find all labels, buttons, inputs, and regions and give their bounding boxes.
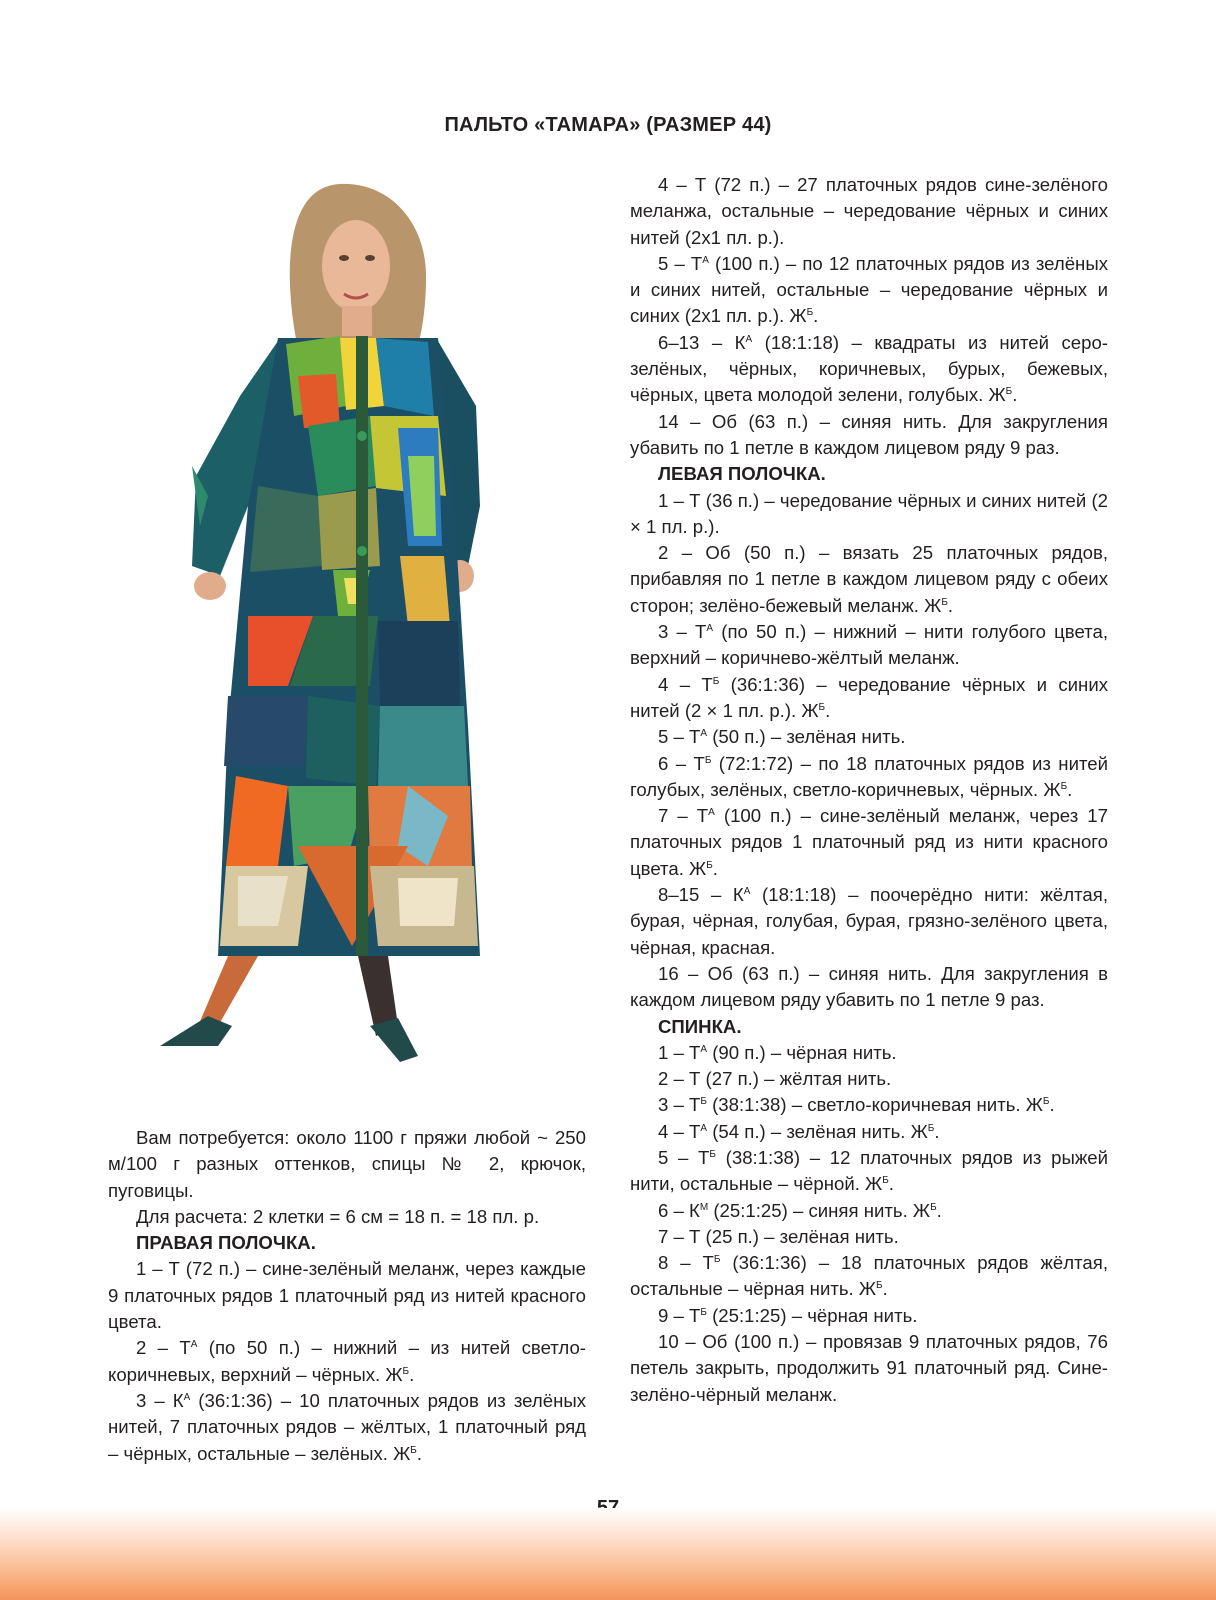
instruction-paragraph: $7 - Т^А$ (100 п.) – сине-зелёный меланж, через 17 платочных рядов 1 платочный ряд из нити красного цвета. $Ж^Б$.: [630, 805, 1108, 879]
instruction-paragraph: $5 - Т^А$ (50 п.) – зелёная нить.: [658, 726, 906, 748]
instruction-paragraph: $8 - Т^Б$ (36:1:36) – 18 платочных рядов жёлтая, остальные – чёрная нить. $Ж^Б$.: [630, 1252, 1108, 1300]
instruction-paragraph: $9 - Т^Б$ (25:1:25) – чёрная нить.: [658, 1304, 918, 1326]
instruction-paragraph: 16 – Об (63 п.) – синяя нить. Для закругления в каждом лицевом ряду убавить по 1 петле 9 раз.: [630, 962, 1108, 1011]
instruction-paragraph: Вам потребуется: около 1100 г пряжи любой ~ 250 м/100 г разных оттенков, спицы № 2, крючок, пуговицы.: [108, 1127, 586, 1201]
instruction-paragraph: 2 – Т (27 п.) – жёлтая нить.: [658, 1068, 892, 1090]
instruction-paragraph: 10 – Об (100 п.) – провязав 9 платочных рядов, 76 петель закрыть, продолжить 91 платочный ряд. Сине-зелёно-чёрный меланж.: [630, 1331, 1108, 1405]
section-heading: ЛЕВАЯ ПОЛОЧКА.: [658, 463, 826, 485]
instruction-paragraph: 1 – Т (72 п.) – сине-зелёный меланж, через каждые 9 платочных рядов 1 платочный ряд из нитей красного цвета.: [108, 1258, 586, 1333]
instruction-paragraph: $3 - К^А$ (36:1:36) – 10 платочных рядов из зелёных нитей, 7 платочных рядов – жёлтых, 1 платочный ряд – чёрных, остальные – зелёных. $Ж^Б$.: [108, 1389, 586, 1464]
instruction-paragraph: $2 - Т^А$ (по 50 п.) – нижний – из нитей светло-коричневых, верхний – чёрных. $Ж^Б$.: [108, 1337, 586, 1385]
footer-decorative-band: [0, 1508, 1216, 1600]
instruction-paragraph: 7 – Т (25 п.) – зелёная нить.: [658, 1225, 899, 1247]
instruction-paragraph: $1 - Т^А$ (90 п.) – чёрная нить.: [658, 1041, 897, 1063]
instruction-paragraph: $5 - Т^Б$ (38:1:38) – 12 платочных рядов из рыжей нити, остальные – чёрной. $Ж^Б$.: [630, 1146, 1108, 1195]
right-text-column: [630, 172, 1108, 1408]
instruction-paragraph: 2 – Об (50 п.) – вязать 25 платочных рядов, прибавляя по 1 петле в каждом лицевом ряду с обеих сторон; зелёно-бежевый меланж. $Ж^Б$.: [630, 542, 1108, 616]
instruction-paragraph: $8-15 - К^А$ (18:1:18) – поочерёдно нити: жёлтая, бурая, чёрная, голубая, бурая, грязно-зелёного цвета, чёрная, красная.: [630, 884, 1108, 958]
instruction-paragraph: $5 - Т^А$ (100 п.) – по 12 платочных рядов из зелёных и синих нитей, остальные – чередование чёрных и синих (2х1 пл. р.). $Ж^Б$.: [630, 252, 1108, 327]
instruction-paragraph: $3 - Т^А$ (по 50 п.) – нижний – нити голубого цвета, верхний – коричнево-жёлтый меланж.: [630, 621, 1108, 669]
instruction-paragraph: Для расчета: 2 клетки = 6 см = 18 п. = 18 пл. р.: [136, 1205, 540, 1227]
page-title: ПАЛЬТО «ТАМАРА» (РАЗМЕР 44): [444, 114, 772, 136]
instruction-paragraph: $6-13 - К^А$ (18:1:18) – квадраты из нитей серо-зелёных, чёрных, коричневых, бурых, бежевых, чёрных, цвета молодой зелени, голубых. $Ж^Б$.: [630, 331, 1108, 406]
left-text-column: [108, 1125, 586, 1467]
instruction-paragraph: 1 – Т (36 п.) – чередование чёрных и синих нитей (2 × 1 пл. р.).: [630, 489, 1108, 537]
instruction-paragraph: 4 – Т (72 п.) – 27 платочных рядов сине-зелёного меланжа, остальные – чередование чёрных и синих нитей (2х1 пл. р.).: [630, 174, 1108, 248]
coat-model-photo: [108, 166, 586, 1094]
instruction-paragraph: $4 - Т^А$ (54 п.) – зелёная нить. $Ж^Б$.: [658, 1120, 940, 1142]
instruction-paragraph: $3 - Т^Б$ (38:1:38) – светло-коричневая нить. $Ж^Б$.: [658, 1094, 1055, 1116]
instruction-paragraph: 14 – Об (63 п.) – синяя нить. Для закругления убавить по 1 петле в каждом лицевом ряду 9 раз.: [630, 410, 1108, 458]
instruction-paragraph: $6 - К^М$ (25:1:25) – синяя нить. $Ж^Б$.: [658, 1199, 942, 1221]
instruction-paragraph: $6 - Т^Б$ (72:1:72) – по 18 платочных рядов из нитей голубых, зелёных, светло-коричневых, чёрных. $Ж^Б$.: [630, 752, 1109, 800]
section-heading: ПРАВАЯ ПОЛОЧКА.: [136, 1232, 316, 1254]
section-heading: СПИНКА.: [658, 1015, 742, 1037]
instruction-paragraph: $4 - Т^Б$ (36:1:36) – чередование чёрных и синих нитей (2 × 1 пл. р.). $Ж^Б$.: [630, 673, 1108, 721]
